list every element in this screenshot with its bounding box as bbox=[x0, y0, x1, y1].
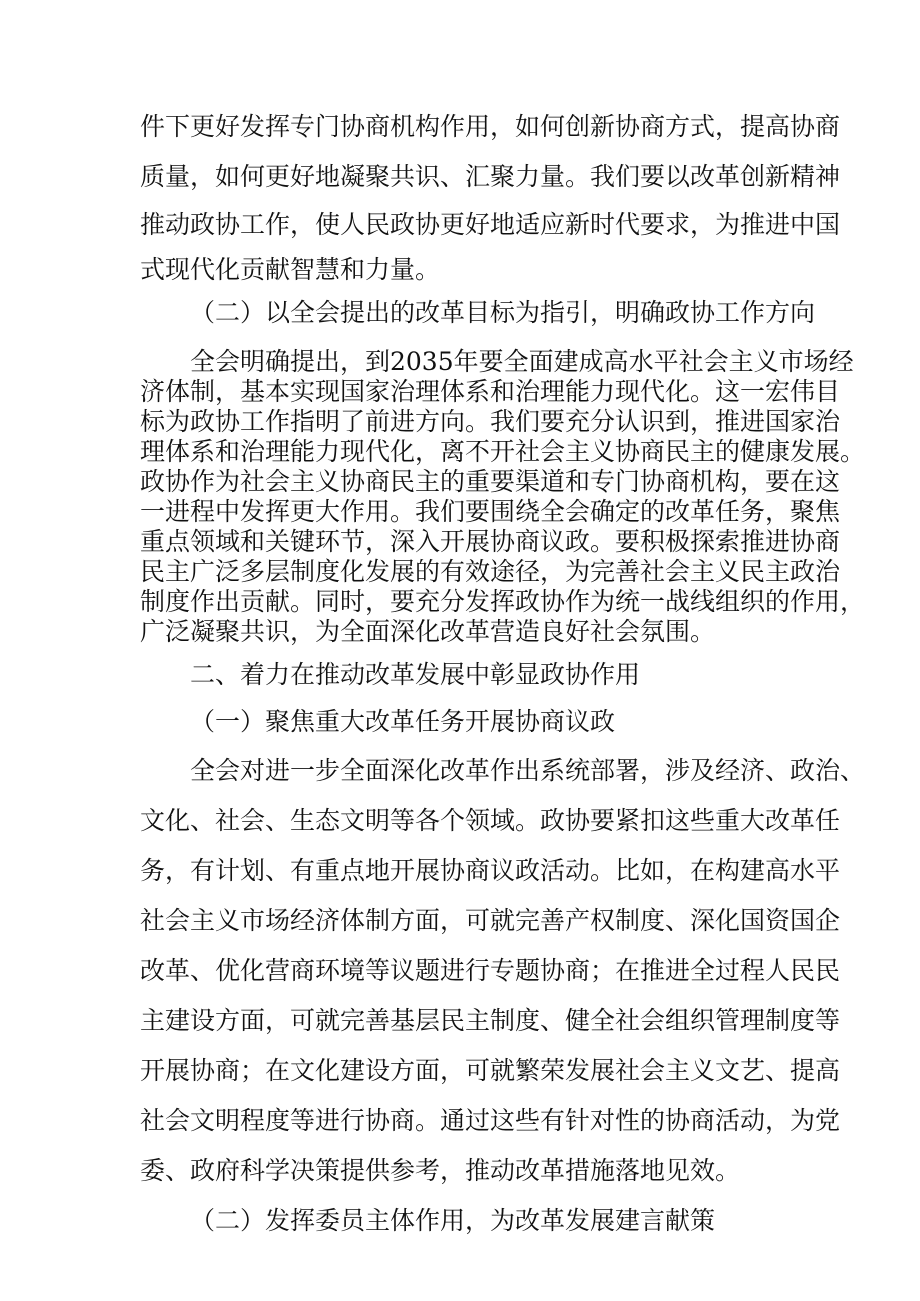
paragraph-line: 重点领域和关键环节，深入开展协商议政。要积极探索推进协商 bbox=[140, 527, 841, 556]
paragraph-line: 改革、优化营商环境等议题进行专题协商；在推进全过程人民民 bbox=[140, 956, 841, 985]
paragraph-line: 全会对进一步全面深化改革作出系统部署，涉及经济、政治、 bbox=[190, 756, 866, 785]
section-heading: （二）以全会提出的改革目标为指引，明确政协工作方向 bbox=[190, 298, 816, 327]
paragraph-line: 推动政协工作，使人民政协更好地适应新时代要求，为推进中国 bbox=[140, 210, 841, 239]
paragraph-line: 全会明确提出，到2035年要全面建成高水平社会主义市场经 bbox=[190, 347, 854, 376]
paragraph-line: 标为政协工作指明了前进方向。我们要充分认识到，推进国家治 bbox=[140, 407, 841, 436]
paragraph-line: 委、政府科学决策提供参考，推动改革措施落地见效。 bbox=[140, 1156, 741, 1185]
paragraph-line: 社会文明程度等进行协商。通过这些有针对性的协商活动，为党 bbox=[140, 1106, 841, 1135]
paragraph-line: 式现代化贡献智慧和力量。 bbox=[140, 255, 441, 284]
paragraph-line: 广泛凝聚共识，为全面深化改革营造良好社会氛围。 bbox=[140, 617, 716, 646]
paragraph-line: 开展协商；在文化建设方面，可就繁荣发展社会主义文艺、提高 bbox=[140, 1056, 841, 1085]
paragraph-line: 理体系和治理能力现代化，离不开社会主义协商民主的健康发展。 bbox=[140, 437, 866, 466]
paragraph-line: 制度作出贡献。同时，要充分发挥政协作为统一战线组织的作用， bbox=[140, 587, 866, 616]
chapter-heading: 二、着力在推动改革发展中彰显政协作用 bbox=[190, 660, 641, 689]
paragraph-line: 民主广泛多层制度化发展的有效途径，为完善社会主义民主政治 bbox=[140, 557, 841, 586]
paragraph-line: 济体制，基本实现国家治理体系和治理能力现代化。这一宏伟目 bbox=[140, 377, 841, 406]
paragraph-line: 文化、社会、生态文明等各个领域。政协要紧扣这些重大改革任 bbox=[140, 806, 841, 835]
paragraph-line: 务，有计划、有重点地开展协商议政活动。比如，在构建高水平 bbox=[140, 856, 841, 885]
paragraph-line: 社会主义市场经济体制方面，可就完善产权制度、深化国资国企 bbox=[140, 906, 841, 935]
paragraph-line: 政协作为社会主义协商民主的重要渠道和专门协商机构，要在这 bbox=[140, 467, 841, 496]
paragraph-line: 件下更好发挥专门协商机构作用，如何创新协商方式，提高协商 bbox=[140, 112, 841, 141]
paragraph-line: 一进程中发挥更大作用。我们要围绕全会确定的改革任务，聚焦 bbox=[140, 497, 841, 526]
section-heading: （一）聚焦重大改革任务开展协商议政 bbox=[190, 707, 616, 736]
section-heading: （二）发挥委员主体作用，为改革发展建言献策 bbox=[190, 1206, 716, 1235]
paragraph-line: 质量，如何更好地凝聚共识、汇聚力量。我们要以改革创新精神 bbox=[140, 162, 841, 191]
paragraph-line: 主建设方面，可就完善基层民主制度、健全社会组织管理制度等 bbox=[140, 1006, 841, 1035]
